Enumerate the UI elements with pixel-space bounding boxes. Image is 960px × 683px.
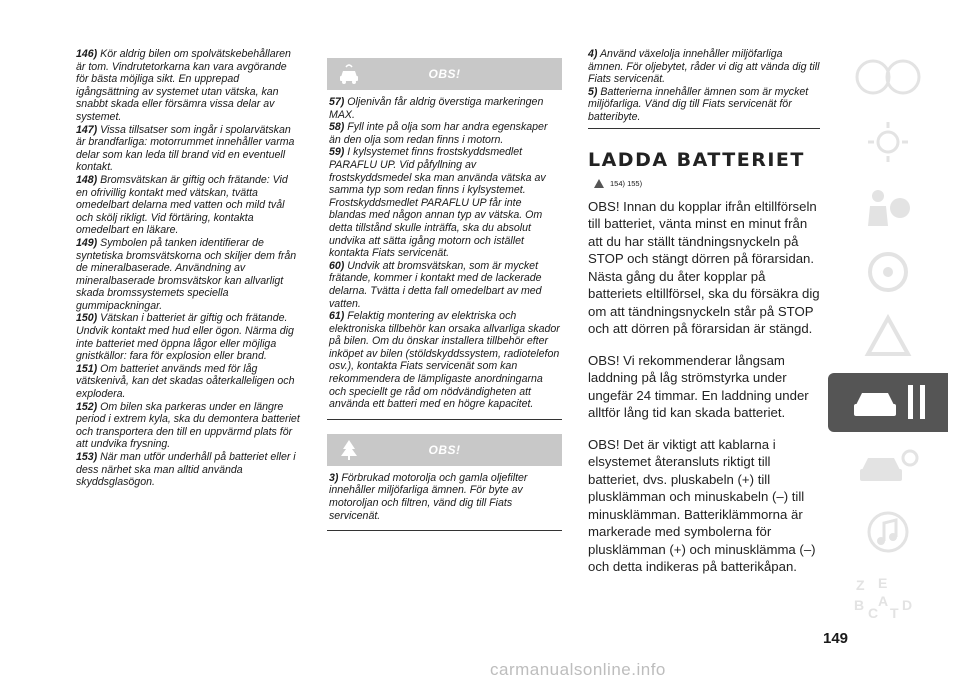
svg-text:B: B (854, 597, 865, 613)
section-title: LADDA BATTERIET (588, 148, 805, 171)
music-icon (848, 509, 928, 555)
note-61: 61) Felaktig montering av elektriska och elektroniska tillbehör kan orsaka allvarliga skador på bilen. Om du önskar installera tillbehör efter inköpet av bilen (stöldskyddssystem, radiotelefon osv.), kontakta Fiats servicenät som kan rekommendera de lämpligaste anordningarna och speciellt ge råd om nödvändigheten att använda ett batteri med en högre kapacitet. (329, 310, 560, 411)
note-58: 58) Fyll inte på olja som har andra egenskaper än den olja som redan finns i motorn. (329, 121, 548, 146)
dashboard-icon (848, 54, 928, 100)
obs-box-2 (327, 466, 562, 531)
watermark: carmanualsonline.info (490, 660, 666, 679)
note-5: 5) Batterierna innehåller ämnen som är mycket miljöfarliga. Vänd dig till Fiats servicenät för batteribyte. (588, 85, 809, 123)
chapter-tabs (828, 48, 948, 633)
obs-column (327, 58, 562, 531)
tab-airbag[interactable] (828, 178, 948, 237)
env-notes (588, 48, 820, 129)
warning-triangle-icon (848, 314, 928, 360)
paragraph-3: OBS! Det är viktigt att kablarna i elsystemet återansluts riktigt till batteriet, dvs. pluskabeln (+) till plusklämman och minuskabeln (–) till minusklämman. Batteriklämmorna är markerade med symbolerna för plusklämman (+) och minusklämma (–) och detta indikeras på batterikåpan. (588, 436, 816, 575)
warning-refs: 154) 155) (594, 179, 820, 188)
obs-header-2 (327, 434, 562, 466)
tab-emergency[interactable] (828, 308, 948, 367)
note-149: 149) Symbolen på tanken identifierar de syntetiska bromsvätskorna och skiljer dem från de mineralbaserade. Användning av mineralbaserade bromsvätskor kan allvarligt skada bromssystemets speciella gummipackningar. (76, 236, 297, 312)
steering-wheel-icon (848, 249, 928, 295)
obs-title-2: OBS! (428, 442, 461, 457)
alphabet-icon (848, 574, 928, 620)
tab-multimedia[interactable] (828, 503, 948, 562)
svg-text:Z: Z (856, 577, 865, 593)
note-151: 151) Om batteriet används med för låg vätskenivå, kan det skadas oåterkalleligen och explodera. (76, 362, 295, 401)
tab-lights[interactable] (828, 113, 948, 172)
airbag-icon (848, 184, 928, 230)
svg-text:A: A (878, 593, 889, 609)
page-number: 149 (823, 630, 849, 647)
note-4: 4) Använd växelolja innehåller miljöfarliga ämnen. För oljebytet, råder vi dig att vända dig till Fiats servicenät. (588, 48, 820, 86)
lights-icon (848, 119, 928, 165)
svg-text:E: E (878, 575, 888, 591)
note-59: 59) I kylsystemet finns frostskyddsmedlet PARAFLU UP. Vid påfyllning av frostskyddsmedel ska man använda vätska av samma typ som redan finns i kylsystemet. Frostskyddsmedlet PARAFLU UP får inte blandas med någon annan typ av vätska. Om detta tillstånd skulle inträffa, ska du absolut undvika att sätta igång motorn och istället kontakta Fiats servicenät. (329, 146, 546, 260)
tab-driving[interactable] (828, 243, 948, 302)
tab-index[interactable] (828, 568, 948, 627)
tab-maintenance[interactable] (828, 373, 948, 432)
note-57: 57) Oljenivån får aldrig överstiga markeringen MAX. (329, 96, 544, 121)
note-3: 3) Förbrukad motorolja och gamla oljefilter innehåller miljöfarliga ämnen. För byte av motoroljan och filtren, vänd dig till Fiats servicenät. (329, 471, 528, 522)
obs-title: OBS! (428, 67, 461, 81)
battery-column (588, 48, 820, 590)
obs-header (327, 58, 562, 90)
note-152: 152) Om bilen ska parkeras under en längre period i extrem kyla, ska du demontera batteriet och transportera den till en uppvärmd plats för att undvika frysning. (76, 400, 300, 451)
note-147: 147) Vissa tillsatser som ingår i spolarvätskan är brandfarliga: motorrummet innehåller varma delar som kan leda till brand vid en eventuell kontakt. (76, 123, 295, 174)
note-146: 146) Kör aldrig bilen om spolvätskebehållaren är tom. Vindrutetorkarna kan vara avgörande för bästa möjliga sikt. En upprepad igångsättning av systemet utan vätska, kan snabbt skada eller försämra vissa delar av systemet. (76, 48, 291, 123)
paragraph-2: OBS! Vi rekommenderar långsam laddning på låg strömstyrka under ungefär 24 timmar. En laddning under alltför lång tid kan skada batteriet. (588, 352, 809, 421)
note-60: 60) Undvik att bromsvätskan, som är mycket frätande, kommer i kontakt med de lackerade delarna. Tvätta i detta fall omedelbart av med vatten. (329, 259, 542, 310)
tab-dashboard[interactable] (828, 48, 948, 107)
car-settings-icon (848, 444, 928, 490)
note-148: 148) Bromsvätskan är giftig och frätande: Vid en ofrivillig kontakt med vätskan, tvätta omedelbart delarna med vatten och mild tvål och skölj rikligt. Vid förtäring, kontakta omedelbart en läkare. (76, 173, 288, 237)
tab-technical[interactable] (828, 438, 948, 497)
svg-text:T: T (890, 605, 899, 620)
svg-text:C: C (868, 605, 879, 620)
note-150: 150) Vätskan i batteriet är giftig och frätande. Undvik kontakt med hud eller ögon. Närma dig inte batteriet med öppna lågor eller möjliga gnistkällor: fara för explosion eller brand. (76, 312, 294, 363)
car-wrench-icon (848, 379, 938, 425)
paragraph-1: OBS! Innan du kopplar ifrån eltillförseln till batteriet, vänta minst en minut från att du har ställt tändningsnyckeln på STOP och stängt dörren på förarsidan. Nästa gång du åter kopplar på batteriets eltillförsel, ska du försäkra dig om att tändningsnyckeln står på STOP och att dörren på förarsidan är stängd. (588, 198, 820, 337)
note-153: 153) När man utför underhåll på batteriet eller i dess närhet ska man alltid använda skyddsglasögon. (76, 451, 296, 489)
svg-text:D: D (902, 597, 913, 613)
warning-icon (594, 179, 604, 188)
obs-box-1 (327, 90, 562, 420)
notes-column-left (76, 48, 301, 489)
